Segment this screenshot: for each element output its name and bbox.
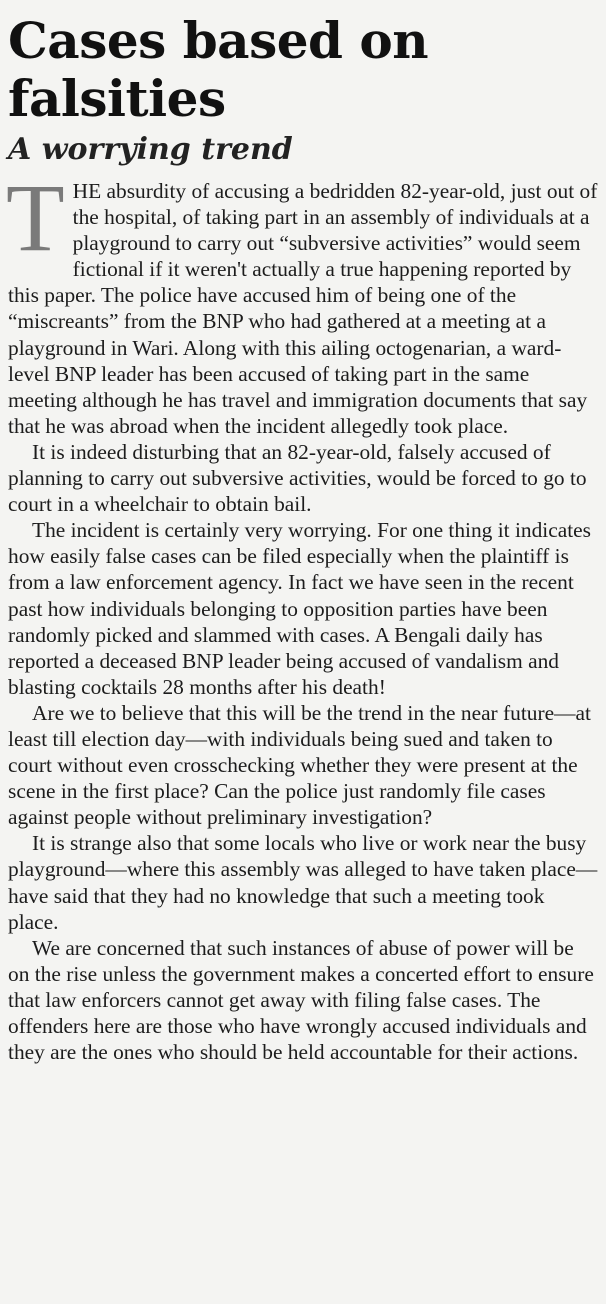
editorial-article bbox=[8, 12, 598, 1065]
article-body bbox=[6, 164, 598, 1065]
paragraph-1-text: HE absurdity of accusing a bedridden 82-year-old, just out of the hospital, of taking part in an assembly of individuals at a playground to carry out “subversive activities” would seem fictional if it weren't actually a true happening reported by this paper. The police have accused him of being one of the “miscreants” from the BNP who had gathered at a meeting at a playground in Wari. Along with this ailing octogenarian, a ward-level BNP leader has been accused of taking part in the same meeting although he has travel and immigration documents that say that he was abroad when the incident allegedly took place. bbox=[8, 179, 598, 438]
article-paragraph-6: We are concerned that such instances of abuse of power will be on the rise unless the government makes a concerted effort to ensure that law enforcers cannot get away with filing false cases. The offenders here are those who have wrongly accused individuals and they are the ones who should be held accountable for their actions. bbox=[8, 935, 594, 1065]
article-paragraph-3: The incident is certainly very worrying. For one thing it indicates how easily false cases can be filed especially when the plaintiff is from a law enforcement agency. In fact we have seen in the recent past how individuals belonging to opposition parties have been randomly picked and slammed with cases. A Bengali daily has reported a deceased BNP leader being accused of vandalism and blasting cocktails 28 months after his death! bbox=[8, 518, 591, 699]
article-paragraph-1 bbox=[6, 164, 598, 439]
article-paragraph-4: Are we to believe that this will be the trend in the near future—at least till election day—with individuals being sued and taken to court without even crosschecking whether they were present at the scene in the first place? Can the police just randomly file cases against people without preliminary investigation? bbox=[8, 700, 591, 830]
article-paragraph-5: It is strange also that some locals who live or work near the busy playground—where this assembly was alleged to have taken place—have said that they had no knowledge that such a meeting took place. bbox=[8, 831, 598, 934]
article-subhead: A worrying trend bbox=[8, 132, 293, 167]
article-paragraph-2: It is indeed disturbing that an 82-year-old, falsely accused of planning to carry out subversive activities, would be forced to go to court in a wheelchair to obtain bail. bbox=[8, 439, 587, 517]
article-headline: Cases based on falsities bbox=[8, 11, 429, 128]
drop-cap: T bbox=[6, 164, 65, 271]
